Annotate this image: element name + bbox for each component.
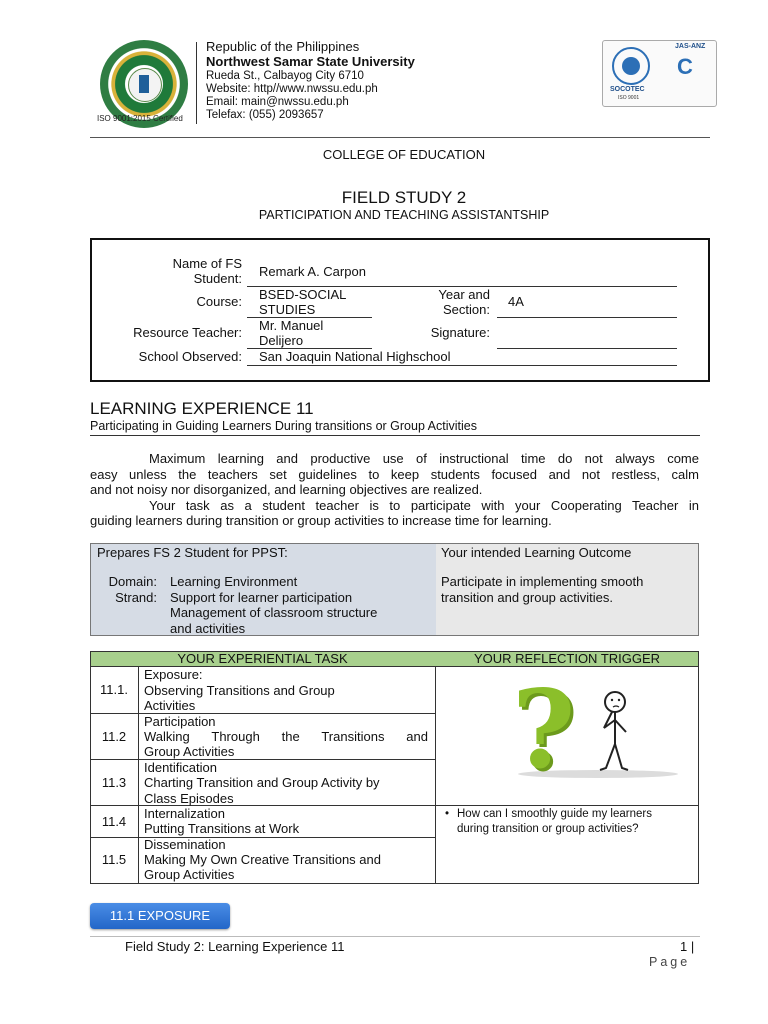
college-name: COLLEGE OF EDUCATION (322, 147, 486, 162)
table-row-title: Participation (144, 714, 216, 729)
student-name-value: Remark A. Carpon (259, 264, 366, 279)
reflection-question-line1: How can I smoothly guide my learners (457, 808, 652, 820)
intro-paragraph-line3: and not noisy nor disorganized, and learning objectives are realized. (90, 482, 483, 497)
thinking-stick-figure-icon (590, 688, 640, 778)
outcome-line1: Participate in implementing smooth (441, 574, 644, 589)
row-divider (90, 805, 436, 806)
table-row-title: Identification (144, 760, 217, 775)
number-column-divider (138, 666, 139, 884)
domain-value: Learning Environment (170, 574, 298, 589)
year-section-value: 4A (508, 294, 524, 309)
table-row-desc: Making My Own Creative Transitions and (144, 852, 381, 867)
question-mark-icon: ? (512, 667, 576, 793)
row-divider (90, 759, 436, 760)
domain-label: Domain: (108, 574, 157, 589)
table-row-desc: Activities (144, 698, 196, 713)
trigger-row-divider (435, 805, 699, 806)
table-row-title: Exposure: (144, 667, 203, 682)
row-divider (90, 713, 436, 714)
document-subtitle: PARTICIPATION AND TEACHING ASSISTANTSHIP (258, 208, 550, 222)
table-row-title: Internalization (144, 806, 225, 821)
page-number: 1 | (680, 939, 695, 954)
year-label-line1: Year and (438, 287, 490, 302)
country-name: Republic of the Philippines (206, 39, 360, 54)
university-address: Rueda St., Calbayog City 6710 (206, 70, 364, 82)
jas-anz-label: JAS-ANZ (675, 43, 706, 50)
table-row-desc: Observing Transitions and Group (144, 683, 335, 698)
bullet-icon: • (445, 808, 450, 820)
table-row-desc: Group Activities (144, 867, 235, 882)
table-row-title: Dissemination (144, 837, 226, 852)
table-row-desc: Group Activities (144, 744, 235, 759)
ppst-left-header: Prepares FS 2 Student for PPST: (97, 545, 288, 560)
ppst-right-header: Your intended Learning Outcome (441, 545, 632, 560)
year-underline (497, 317, 677, 318)
university-telefax: Telefax: (055) 2093657 (206, 109, 324, 121)
table-row-desc: Walking Through the Transitions and (144, 729, 428, 744)
teacher-label: Resource Teacher: (133, 325, 242, 340)
school-underline (247, 365, 677, 366)
course-value-line1: BSED-SOCIAL (259, 287, 347, 302)
signature-underline (497, 348, 677, 349)
exposure-section-button[interactable]: 11.1 EXPOSURE (90, 903, 230, 929)
learning-experience-title: LEARNING EXPERIENCE 11 (90, 399, 314, 418)
table-row-desc: Class Episodes (144, 791, 234, 806)
intro-paragraph-line2: easy unless the teachers set guidelines to keep students focused and not restless, calm (90, 467, 699, 482)
name-label-line2: Student: (193, 271, 242, 286)
university-email: Email: main@nwssu.edu.ph (206, 96, 349, 108)
table-row-desc: Putting Transitions at Work (144, 821, 300, 836)
year-label-line2: Section: (443, 302, 490, 317)
socotec-logo-center (622, 57, 640, 75)
page-word: Page (649, 955, 691, 969)
seal-emblem (139, 75, 149, 93)
iso9001-label: ISO 9001 (618, 95, 640, 101)
iso-certified-label: ISO 9001:2015 Certified (97, 114, 183, 123)
strand-value-line2: Management of classroom structure (170, 605, 378, 620)
socotec-label: SOCOTEC (610, 86, 645, 93)
table-row-desc: Charting Transition and Group Activity by (144, 775, 380, 790)
outcome-line2: transition and group activities. (441, 590, 613, 605)
row-divider (90, 837, 436, 838)
course-label: Course: (196, 294, 242, 309)
intro-paragraph-line1: Maximum learning and productive use of instructional time do not always come (149, 451, 699, 466)
learning-experience-subtitle: Participating in Guiding Learners During transitions or Group Activities (90, 419, 477, 433)
course-value-line2: STUDIES (259, 302, 316, 317)
table-row-number: 11.4 (101, 814, 127, 829)
jas-anz-logo-icon: C (677, 54, 693, 79)
strand-value-line3: and activities (170, 621, 246, 636)
table-row-number: 11.5 (101, 852, 127, 867)
strand-label: Strand: (115, 590, 157, 605)
teacher-value-line1: Mr. Manuel (259, 318, 324, 333)
task-paragraph-line2: guiding learners during transition or group activities to increase time for learning. (90, 513, 552, 528)
signature-label: Signature: (430, 325, 490, 340)
task-trigger-divider (435, 666, 436, 884)
header-rule (90, 137, 710, 138)
footer-rule (90, 936, 700, 937)
subtitle-rule (90, 435, 700, 436)
reflection-trigger-header: YOUR REFLECTION TRIGGER (473, 651, 661, 666)
school-value: San Joaquin National Highschool (259, 349, 451, 364)
experiential-task-header: YOUR EXPERIENTIAL TASK (177, 651, 348, 666)
table-row-number: 11.3 (101, 775, 127, 790)
header-divider (196, 42, 197, 124)
school-label: School Observed: (138, 349, 242, 364)
strand-value-line1: Support for learner participation (170, 590, 353, 605)
university-name: Northwest Samar State University (206, 54, 415, 69)
name-label-line1: Name of FS (172, 256, 242, 271)
document-title: FIELD STUDY 2 (341, 188, 467, 207)
table-row-number: 11.2 (101, 729, 127, 744)
teacher-value-line2: Delijero (259, 333, 304, 348)
task-paragraph-line1: Your task as a student teacher is to participate with your Cooperating Teacher in (149, 498, 699, 513)
university-website: Website: http//www.nwssu.edu.ph (206, 83, 378, 95)
table-row-number: 11.1. (100, 682, 128, 697)
reflection-question-line2: during transition or group activities? (457, 823, 639, 835)
footer-text: Field Study 2: Learning Experience 11 (125, 939, 345, 954)
